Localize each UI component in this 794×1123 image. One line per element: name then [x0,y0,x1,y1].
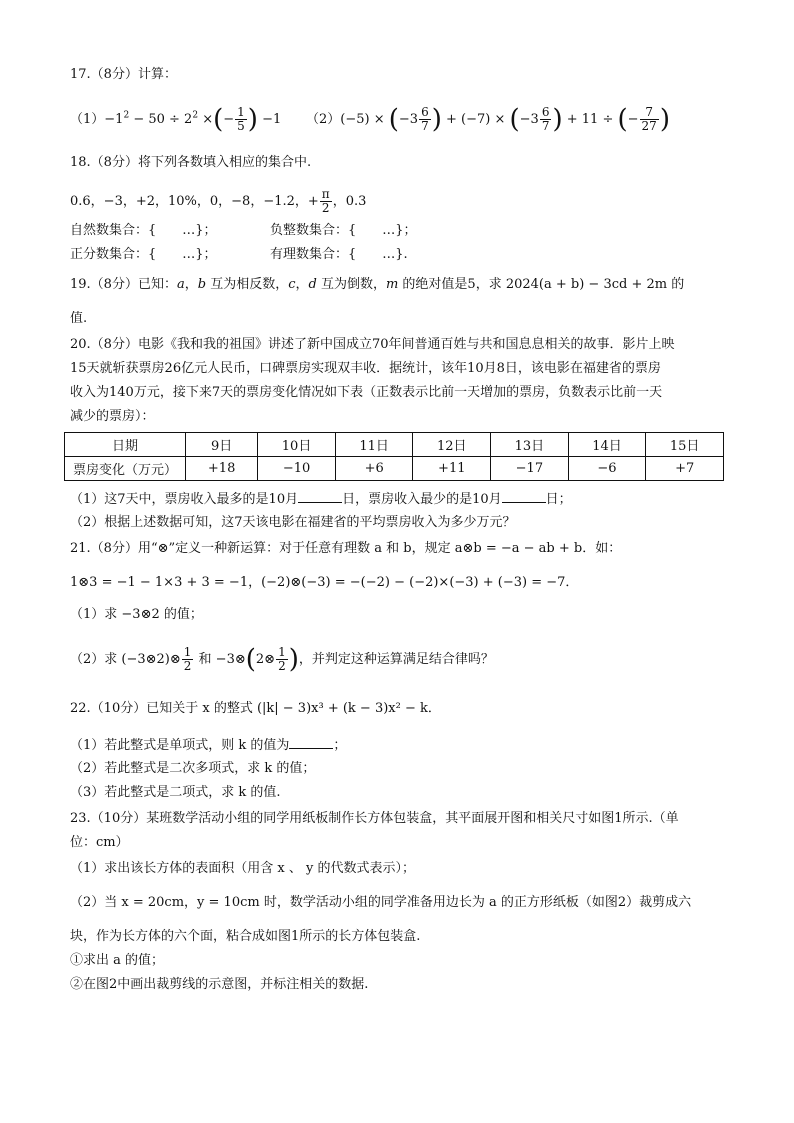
q23-sub2-line1: （2）当 x = 20cm，y = 10cm 时，数学活动小组的同学准备用边长为 a 的正方形纸板（如图2）裁剪成六 [70,895,692,910]
table-cell: 票房变化（万元） [65,457,186,481]
q20-sub1: （1）这7天中，票房收入最多的是10月 日，票房收入最少的是10月 日； [70,492,572,507]
q22-line1: 22.（10分）已知关于 x 的整式 (|k| − 3)x³ + (k − 3)x² − k． [70,701,441,716]
table-cell: +7 [646,457,724,481]
table-row-dates [65,433,724,457]
q18-heading: 18.（8分）将下列各数填入相应的集合中. [70,155,312,170]
answer-blank[interactable] [298,490,342,503]
table-cell: 15日 [646,433,724,457]
q21-line1: 21.（8分）用“⊗”定义一种新运算：对于任意有理数 a 和 b，规定 a⊗b = −a − ab + b．如： [70,541,622,556]
table-cell: 9日 [186,433,258,457]
table-cell: 日期 [65,433,186,457]
q23-sub2-part1: ①求出 a 的值； [70,953,165,968]
q20-line2: 15天就斩获票房26亿元人民币，口碑票房实现双丰收．据统计，该年10月8日，该电影在福建省的票房 [70,361,661,376]
table-cell: −10 [258,457,336,481]
table-cell: 14日 [568,433,646,457]
table-cell: +11 [413,457,491,481]
answer-blank[interactable] [502,490,546,503]
q21-line2: 1⊗3 = −1 − 1×3 + 3 = −1，(−2)⊗(−3) = −(−2) − (−2)×(−3) + (−3) = −7． [70,575,579,590]
q19-line2: 值. [70,311,88,326]
q22-sub2: （2）若此整式是二次多项式，求 k 的值； [70,761,316,776]
q17-part1: $(1)-1^2 - 50 \div 2^2$ ×(− $\frac{1}{5}$ ) −1 [70,104,282,135]
q18-set-rational: 有理数集合：{ …}. [270,247,408,262]
q20-line1: 20.（8分）电影《我和我的祖国》讲述了新中国成立70年间普通百姓与共和国息息相关的故事．影片上映 [70,337,675,352]
q23-sub2-part2: ②在图2中画出裁剪线的示意图，并标注相关的数据. [70,977,369,992]
q23-sub2-line2: 块，作为长方体的六个面，粘合成如图1所示的长方体包装盒. [70,929,421,944]
table-cell: 11日 [335,433,413,457]
box-office-table [64,432,724,481]
q17-heading: 17.（8分）计算： [70,67,177,82]
table-cell: +6 [335,457,413,481]
q18-set-negative-int: 负整数集合：{ …}； [270,223,417,238]
q18-set-natural: 自然数集合：{ …}； [70,223,217,238]
q22-sub3: （3）若此整式是二项式，求 k 的值. [70,785,281,800]
q20-line3: 收入为140万元，接下来7天的票房变化情况如下表（正数表示比前一天增加的票房，负数表示比前一天 [70,385,663,400]
q17-part2: （2）(−5) × (−3 $\frac{6}{7}$ ) + (−7) × (−3 $\frac{6}{7}$ ) + 11 ÷ (− $\frac{7}{27}$ ) [306,104,670,135]
table-cell: 12日 [413,433,491,457]
q22-sub1: （1）若此整式是单项式，则 k 的值为 ； [70,738,347,753]
q23-line1: 23.（10分）某班数学活动小组的同学用纸板制作长方体包装盒，其平面展开图和相关尺寸如图1所示.（单 [70,811,679,826]
q21-sub2: （2）求 (−3⊗2)⊗ $\frac{1}{2}$ 和 −3⊗(2⊗ $\frac{1}{2}$ )，并判定这种运算满足结合律吗？ [70,644,494,675]
table-cell: +18 [186,457,258,481]
q23-sub1: （1）求出该长方体的表面积（用含 x 、 y 的代数式表示）； [70,861,415,876]
table-row-changes [65,457,724,481]
q20-line4: 减少的票房）： [70,409,155,424]
table-cell: −6 [568,457,646,481]
q20-sub2: （2）根据上述数据可知，这7天该电影在福建省的平均票房收入为多少万元？ [70,515,516,530]
table-cell: −17 [491,457,569,481]
answer-blank[interactable] [289,736,333,749]
q21-sub1: （1）求 −3⊗2 的值； [70,607,203,622]
q18-set-positive-frac: 正分数集合：{ …}； [70,247,217,262]
q19-line1: 19.（8分）已知：a，b 互为相反数，c，d 互为倒数，m 的绝对值是5，求 2024(a + b) − 3cd + 2m 的 [70,277,685,292]
q18-numbers: 0.6，−3，+2，10%，0，−8，−1.2，+ $\frac{\pi}{2}$ ，0.3 [70,187,367,215]
table-cell: 10日 [258,433,336,457]
q23-line2: 位：cm） [70,835,129,850]
table-cell: 13日 [491,433,569,457]
